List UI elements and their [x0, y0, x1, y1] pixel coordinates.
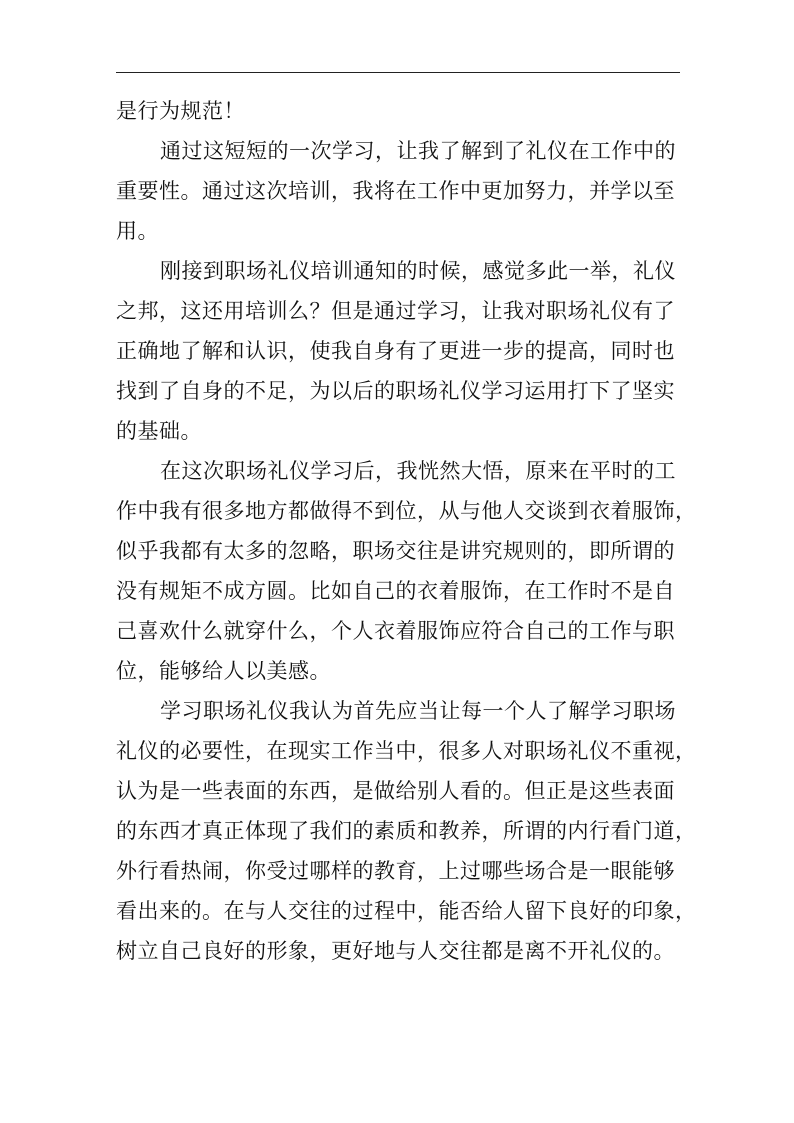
text-line: 作中我有很多地方都做得不到位，从与他人交谈到衣着服饰， — [116, 499, 697, 523]
text-line: 刚接到职场礼仪培训通知的时候，感觉多此一举，礼仪 — [160, 259, 676, 283]
paragraph — [116, 91, 676, 131]
text-line: 重要性。通过这次培训，我将在工作中更加努力，并学以至 — [116, 179, 675, 203]
text-line: 看出来的。在与人交往的过程中，能否给人留下良好的印象， — [116, 899, 697, 923]
text-line: 正确地了解和认识，使我自身有了更进一步的提高，同时也 — [116, 339, 675, 363]
text-line: 找到了自身的不足，为以后的职场礼仪学习运用打下了坚实 — [116, 379, 675, 403]
document-body — [116, 91, 697, 971]
text-line: 是行为规范！ — [116, 99, 245, 123]
text-line: 似乎我都有太多的忽略，职场交往是讲究规则的，即所谓的 — [116, 539, 675, 563]
text-line: 在这次职场礼仪学习后，我恍然大悟，原来在平时的工 — [160, 459, 676, 483]
text-line: 认为是一些表面的东西，是做给别人看的。但正是这些表面 — [116, 779, 675, 803]
paragraph — [116, 451, 697, 691]
text-line: 通过这短短的一次学习，让我了解到了礼仪在工作中的 — [160, 139, 676, 163]
text-line: 树立自己良好的形象，更好地与人交往都是离不开礼仪的。 — [116, 939, 675, 963]
text-line: 位，能够给人以美感。 — [116, 659, 331, 683]
paragraph — [116, 691, 697, 971]
text-line: 没有规矩不成方圆。比如自己的衣着服饰，在工作时不是自 — [116, 579, 675, 603]
paragraph — [116, 251, 676, 451]
paragraph — [116, 131, 676, 251]
text-line: 之邦，这还用培训么？但是通过学习，让我对职场礼仪有了 — [116, 299, 675, 323]
text-line: 的东西才真正体现了我们的素质和教养，所谓的内行看门道， — [116, 819, 697, 843]
text-line: 用。 — [116, 219, 159, 243]
header-rule — [116, 72, 680, 73]
text-line: 礼仪的必要性，在现实工作当中，很多人对职场礼仪不重视， — [116, 739, 697, 763]
text-line: 学习职场礼仪我认为首先应当让每一个人了解学习职场 — [160, 699, 676, 723]
text-line: 己喜欢什么就穿什么，个人衣着服饰应符合自己的工作与职 — [116, 619, 675, 643]
text-line: 的基础。 — [116, 419, 202, 443]
text-line: 外行看热闹，你受过哪样的教育，上过哪些场合是一眼能够 — [116, 859, 675, 883]
